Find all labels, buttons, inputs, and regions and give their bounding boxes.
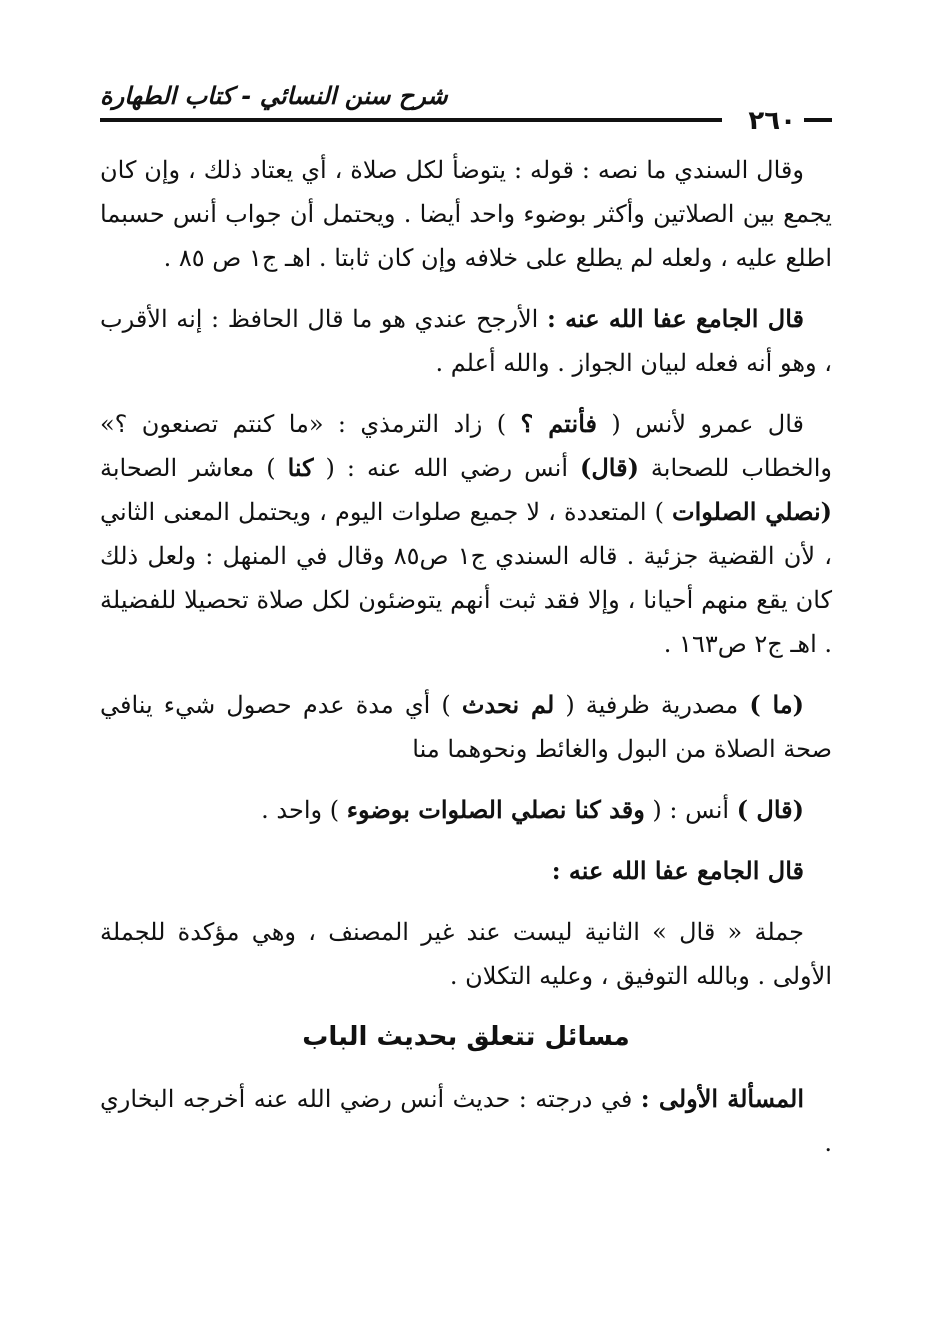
paragraph-text: جملة « قال » الثانية ليست عند غير المصنف ، وهي مؤكدة للجملة الأولى . وبالله التوفيق ، وعليه التكلان . [100, 918, 832, 990]
text-run: ) واحد . [261, 796, 347, 824]
page-header [100, 74, 832, 136]
bold-run: كنا [287, 453, 314, 482]
section-heading: مسائل تتعلق بحديث الباب [302, 1022, 630, 1052]
header-rule [100, 118, 722, 122]
paragraph-sindi-commentary [100, 148, 832, 280]
paragraph-jumla-qal [100, 910, 832, 998]
text-run: ) زاد الترمذي : «ما كنتم تصنعون ؟» والخطاب للصحابة [100, 410, 832, 482]
text-run: مصدرية ظرفية ( [554, 691, 750, 719]
paragraph-jami-heading: قال الجامع عفا الله عنه : [551, 856, 804, 885]
bold-run: (نصلي الصلوات [672, 497, 832, 526]
paragraph-amr-anas [100, 402, 832, 666]
bold-run: (قال ) [736, 795, 804, 824]
bold-run: (قال) [580, 453, 639, 482]
paragraph-text: الأرجح عندي هو ما قال الحافظ : إنه الأقرب ، وهو أنه فعله لبيان الجواز . والله أعلم . [100, 305, 832, 377]
bold-run: لم نحدث [461, 690, 555, 719]
text-run: أنس : ( [644, 796, 737, 824]
text-run: قال عمرو لأنس ( [596, 410, 805, 438]
paragraph-first-issue [100, 1077, 832, 1165]
running-title: شرح سنن النسائي - كتاب الطهارة [100, 82, 448, 110]
paragraph-ma-masdariya [100, 683, 832, 771]
paragraph-text: في درجته : حديث أنس رضي الله عنه أخرجه البخاري . [100, 1085, 832, 1157]
bold-run: المسألة الأولى : [640, 1084, 804, 1113]
bold-run: فأنتم ؟ [520, 409, 597, 438]
header-rule-right [804, 118, 832, 122]
text-run: ) معاشر الصحابة [100, 454, 288, 482]
text-run: أنس رضي الله عنه : ( [313, 454, 581, 482]
page-body [100, 148, 832, 1182]
text-run: ) أي مدة عدم حصول شيء ينافي صحة الصلاة من البول والغائط ونحوهما منا [100, 691, 832, 763]
paragraph-anas-quote [100, 788, 832, 832]
bold-run: (ما ) [749, 690, 805, 719]
speaker-label: قال الجامع عفا الله عنه : [546, 304, 804, 333]
paragraph-text: وقال السندي ما نصه : قوله : يتوضأ لكل صلاة ، أي يعتاد ذلك ، وإن كان يجمع بين الصلاتين وأكثر بوضوء واحد أيضا . ويحتمل أن جواب أنس حسبما اطلع عليه ، ولعله لم يطلع على خلافه وإن كان ثابتا . اهـ ج١ ص ٨٥ . [100, 156, 832, 272]
paragraph-jami-opinion [100, 297, 832, 385]
text-run: ) المتعددة ، لا جميع صلوات اليوم ، ويحتمل المعنى الثاني ، لأن القضية جزئية . قاله السندي ج١ ص٨٥ وقال في المنهل : ولعل ذلك كان يقع منهم أحيانا ، وإلا فقد ثبت أنهم يتوضئون لكل صلاة تحصيلا للفضيلة . اهـ ج٢ ص١٦٣ . [100, 498, 832, 658]
bold-run: وقد كنا نصلي الصلوات بوضوء [346, 795, 645, 824]
page-number: ٢٦٠ [748, 106, 796, 136]
